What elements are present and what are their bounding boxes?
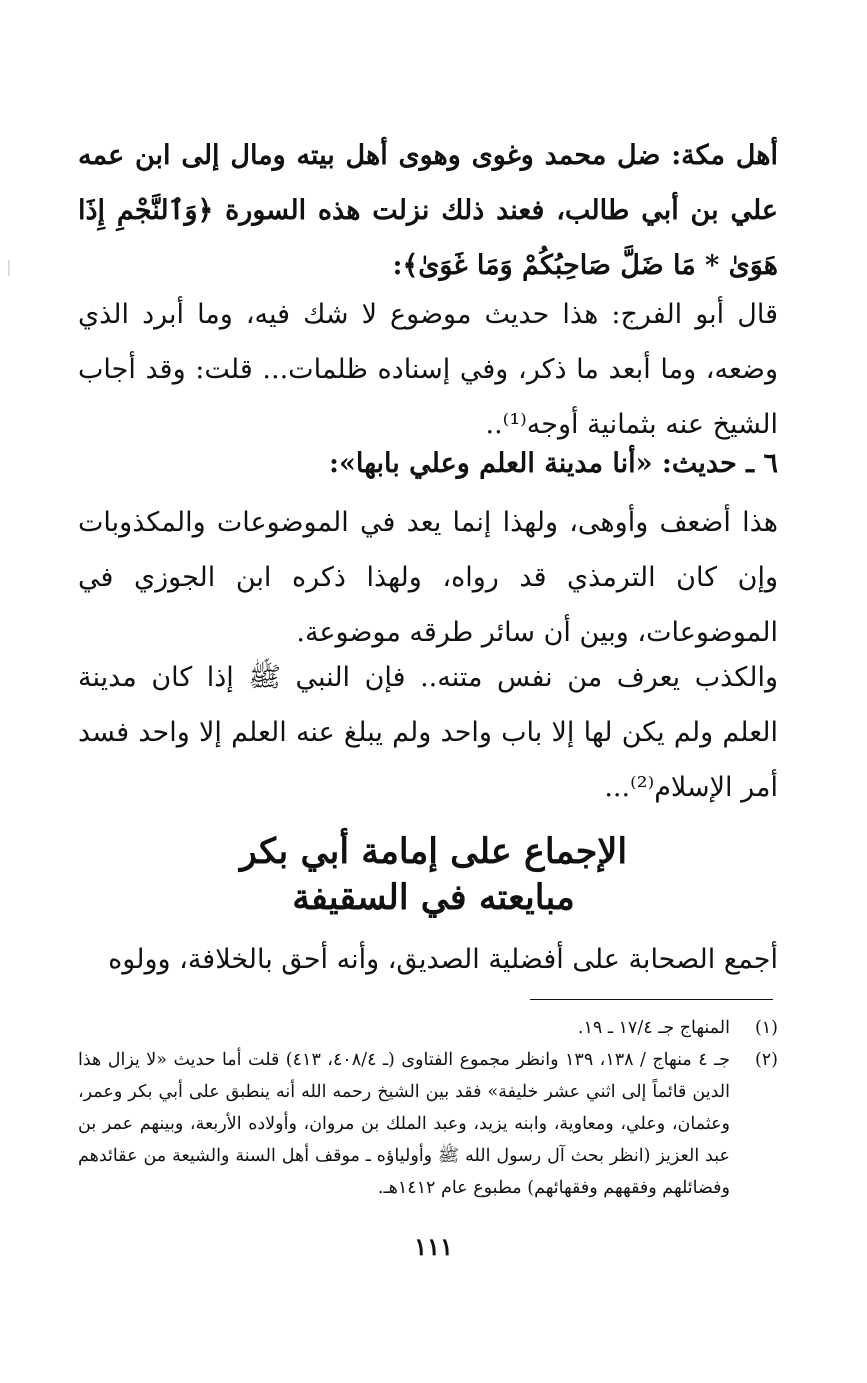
section-subtitle-saqifa: مبايعته في السقيفة xyxy=(292,877,575,918)
page-number: ١١١ xyxy=(414,1232,453,1261)
paragraph-quraysh-statement: أهل مكة: ضل محمد وغوى وهوى أهل بيته ومال إلى ابن عمه علي بن أبي طالب، فعند ذلك نزلت هذه السورة ﴿وَٱلنَّجْمِ إِذَا هَوَىٰ * مَا ضَلَّ صَاحِبُكُمْ وَمَا غَوَىٰ﴾: xyxy=(78,140,778,281)
footnote-number: (١) xyxy=(754,1018,778,1038)
scan-margin-mark xyxy=(8,260,10,276)
footnote-separator xyxy=(530,999,773,1000)
footnote-number: (٢) xyxy=(754,1050,778,1070)
footnote-item xyxy=(78,1012,778,1044)
hadith-heading-madinat-al-ilm: ٦ ـ حديث: «أنا مدينة العلم وعلي بابها»: xyxy=(329,448,778,479)
footnotes xyxy=(78,1012,778,1204)
footnote-item xyxy=(78,1044,778,1204)
paragraph-abu-al-faraj: قال أبو الفرج: هذا حديث موضوع لا شك فيه، وما أبرد الذي وضعه، وما أبعد ما ذكر، وفي إسناده ظلمات... قلت: وقد أجاب الشيخ عنه بثمانية أوجه⁽¹⁾.. xyxy=(78,299,778,440)
paragraph-lie-from-text: والكذب يعرف من نفس متنه.. فإن النبي ﷺ إذا كان مدينة العلم ولم يكن لها إلا باب واحد ولم يبلغ عنه العلم إلا واحد فسد أمر الإسلام⁽²⁾... xyxy=(78,662,778,803)
section-title-ijma: الإجماع على إمامة أبي بكر xyxy=(239,831,628,872)
footnote-text: جـ ٤ منهاج / ١٣٨، ١٣٩ وانظر مجموع الفتاوى (ـ ٤٠٨/٤، ٤١٣) قلت أما حديث «لا يزال هذا الدين قائماً إلى اثني عشر خليفة» فقد بين الشيخ رحمه الله أنه ينطبق على أبي بكر وعمر، وعثمان، وعلي، ومعاوية، وابنه يزيد، وعبد الملك بن مروان، وأولاده الأربعة، وبينهم عمر بن عبد العزيز (انظر بحث آل رسول الله ﷺ وأولياؤه ـ موقف أهل السنة والشيعة من عقائدهم وفضائلهم وفقههم وفقهائهم) مطبوع عام ١٤١٢هـ. xyxy=(78,1050,731,1198)
footnote-text: المنهاج جـ ١٧/٤ ـ ١٩. xyxy=(577,1018,730,1038)
paragraph-sahaba-consensus: أجمع الصحابة على أفضلية الصديق، وأنه أحق بالخلافة، وولوه xyxy=(108,944,778,975)
paragraph-weakness: هذا أضعف وأوهى، ولهذا إنما يعد في الموضوعات والمكذوبات وإن كان الترمذي قد رواه، ولهذا ذكره ابن الجوزي في الموضوعات، وبين أن سائر طرقه موضوعة. xyxy=(78,507,778,648)
